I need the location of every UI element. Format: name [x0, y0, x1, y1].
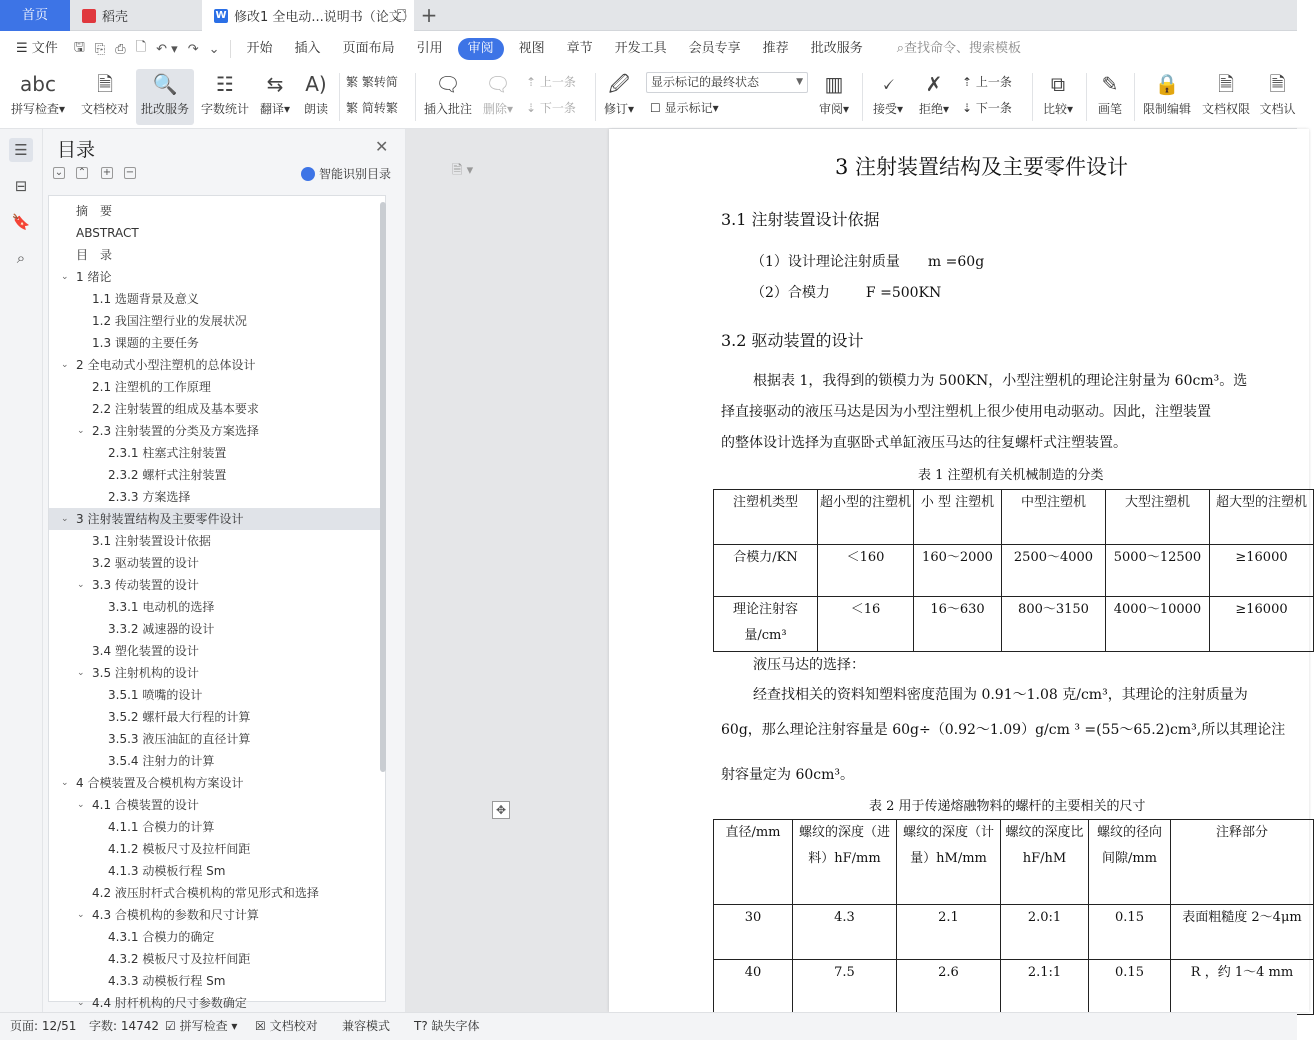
table-cell[interactable]: 4.3 — [793, 905, 897, 960]
next-revision-icon: ⇣ — [962, 101, 976, 115]
translate-icon: ⇆ — [266, 72, 284, 96]
checkbox-icon: ☑ — [165, 1019, 176, 1033]
toc-item[interactable] — [49, 398, 385, 420]
missing-font-button[interactable] — [414, 1013, 480, 1040]
proofread-status-icon: ☒ — [255, 1019, 266, 1033]
delete-comment-button[interactable]: 🗨 删除▾ — [479, 69, 517, 125]
table-cell[interactable]: 超大型的注塑机 — [1210, 490, 1314, 545]
design-item-mass-value: m =60g — [927, 254, 985, 270]
tab-bar — [0, 0, 1297, 31]
remove-level-icon[interactable]: − — [125, 167, 135, 178]
toc-item[interactable] — [49, 728, 385, 750]
toc-item[interactable] — [49, 376, 385, 398]
ribbon-separator — [1086, 73, 1087, 121]
spell-check-button[interactable]: abc 拼写检查▾ — [6, 69, 70, 125]
table-cell[interactable]: 表面粗糙度 2～4μm — [1171, 905, 1314, 960]
table-cell[interactable]: 螺纹的深度比 hF/hM — [1001, 820, 1089, 905]
toc-item[interactable] — [49, 354, 385, 376]
table-cell[interactable]: 4000～10000 — [1106, 597, 1210, 652]
tab-docer-label: 稻壳 — [102, 10, 129, 25]
toc-item-label: 1 绪论 — [76, 270, 112, 284]
toc-item[interactable] — [49, 574, 385, 596]
table-cell[interactable]: 螺纹的深度（计量）hM/mm — [897, 820, 1001, 905]
toc-item-label: 3.5.2 螺杆最大行程的计算 — [108, 710, 251, 724]
doc-permission-button[interactable] — [1200, 69, 1252, 125]
table-cell[interactable]: 2.1 — [897, 905, 1001, 960]
table-cell[interactable]: 小 型 注塑机 — [914, 490, 1002, 545]
toc-item-label: 4.3.3 动模板行程 Sm — [108, 974, 226, 988]
prev-comment-icon: ⇡ — [526, 75, 540, 89]
markup-state-value: 显示标记的最终状态 — [651, 75, 760, 89]
table-cell[interactable]: 大型注塑机 — [1106, 490, 1210, 545]
table-1[interactable] — [713, 489, 1314, 652]
next-revision-label: 下一条 — [975, 101, 1012, 115]
print-icon[interactable]: ⎙ — [115, 41, 126, 57]
toc-item-label: 3.4 塑化装置的设计 — [92, 644, 199, 658]
toc-item-label: ABSTRACT — [76, 226, 139, 240]
design-item-force-value: F =500KN — [865, 285, 942, 301]
toc-item[interactable] — [49, 860, 385, 882]
table-row — [714, 905, 1314, 960]
table-cell[interactable]: 超小型的注塑机 — [818, 490, 914, 545]
spell-check-icon: abc — [20, 72, 56, 96]
table-cell[interactable]: 2.6 — [897, 960, 1001, 1015]
table-cell[interactable]: R ，约 1～4 mm — [1171, 960, 1314, 1015]
menu-page-layout[interactable]: 页面布局 — [342, 41, 395, 56]
table-cell[interactable]: 40 — [714, 960, 793, 1015]
ribbon-separator — [1134, 73, 1135, 121]
export-pdf-icon[interactable]: ⎘ — [94, 41, 106, 57]
table-row — [714, 820, 1314, 905]
insert-comment-label: 插入批注 — [423, 102, 472, 116]
word-count-indicator[interactable]: 字数: 14742 — [89, 1019, 160, 1033]
menu-separator — [230, 40, 231, 58]
toc-item[interactable] — [49, 222, 385, 244]
paragraph-line: 液压马达的选择： — [753, 657, 865, 673]
design-item-force — [751, 282, 941, 302]
chevron-down-icon[interactable]: ⌄ — [61, 272, 69, 282]
toc-item-label: 4 合模装置及合模机构方案设计 — [76, 776, 244, 790]
table-cell[interactable]: 0.15 — [1089, 960, 1171, 1015]
toc-item[interactable] — [49, 508, 385, 530]
spell-check-label: 拼写检查 — [10, 102, 59, 116]
table-cell[interactable]: 30 — [714, 905, 793, 960]
table-cell[interactable]: 螺纹的深度（进料）hF/mm — [793, 820, 897, 905]
chevron-down-icon: ▼ — [796, 77, 803, 87]
nav-sidebar — [0, 129, 43, 1012]
toc-item[interactable] — [49, 530, 385, 552]
toc-item[interactable] — [49, 596, 385, 618]
toc-item-label: 3 注射装置结构及主要零件设计 — [76, 512, 244, 526]
doc-certify-icon: 🗎 — [1269, 72, 1286, 96]
table-cell[interactable]: ≥16000 — [1210, 597, 1314, 652]
menu-references[interactable]: 引用 — [416, 41, 443, 56]
toc-item-label: 4.1.2 模板尺寸及拉杆间距 — [108, 842, 251, 856]
track-changes-label: 修订 — [603, 102, 628, 116]
expand-all-icon[interactable]: ⌃ — [77, 167, 87, 178]
smart-toc-icon — [301, 167, 315, 181]
review-pane-icon: ▥ — [824, 72, 844, 96]
toc-item[interactable] — [49, 794, 385, 816]
table-row — [714, 545, 1314, 597]
tab-docer[interactable] — [70, 0, 202, 31]
toc-item[interactable] — [49, 244, 385, 266]
table-cell[interactable]: 2.0:1 — [1001, 905, 1089, 960]
track-changes-icon: 🖉 — [608, 72, 630, 96]
menu-review[interactable]: 审阅 — [458, 38, 504, 60]
toc-item[interactable] — [49, 706, 385, 728]
toc-item-label: 1.3 课题的主要任务 — [92, 336, 199, 350]
table-cell[interactable]: 5000～12500 — [1106, 545, 1210, 597]
simp-to-trad-icon: 繁 — [346, 101, 362, 115]
restrict-editing-button[interactable] — [1140, 69, 1194, 125]
toc-item-label: 3.5.1 喷嘴的设计 — [108, 688, 203, 702]
toc-panel — [43, 129, 406, 1012]
trad-to-simp-label: 繁转简 — [361, 75, 398, 89]
smart-toc-button[interactable] — [301, 165, 391, 182]
table-cell[interactable]: 螺纹的径向间隙/mm — [1089, 820, 1171, 905]
toc-item-label: 2 全电动式小型注塑机的总体设计 — [76, 358, 256, 372]
doc-proofread-button[interactable] — [76, 69, 134, 125]
review-pane-label: 审阅 — [818, 102, 843, 116]
toc-title: 目录 — [57, 139, 96, 161]
toc-item-label: 2.3.2 螺杆式注射装置 — [108, 468, 227, 482]
table-cell[interactable]: 16～630 — [914, 597, 1002, 652]
insert-comment-button[interactable] — [421, 69, 475, 125]
proofread-status-label: 文档校对 — [269, 1019, 318, 1033]
show-markup-label: 显示标记 — [664, 101, 713, 115]
toc-item-label: 3.5.4 注射力的计算 — [108, 754, 215, 768]
reject-label: 拒绝 — [918, 102, 943, 116]
file-menu[interactable]: ☰ 文件 — [16, 41, 58, 56]
spell-check-status[interactable]: ☑ 拼写检查 ▾ — [165, 1019, 238, 1033]
doc-proofread-label: 文档校对 — [80, 102, 129, 116]
chevron-down-icon[interactable]: ⌄ — [77, 580, 85, 590]
toc-item-label: 3.5 注射机构的设计 — [92, 666, 199, 680]
paragraph-line: 经查找相关的资料知塑料密度范围为 0.91～1.08 克/cm³，其理论的注射质量为 — [753, 687, 1248, 703]
show-markup-icon: ☐ — [650, 101, 665, 115]
correction-service-label: 批改服务 — [140, 102, 189, 116]
section-heading-3-1: 3.1 注射装置设计依据 — [721, 210, 880, 229]
trad-to-simp-icon: 繁 — [346, 75, 362, 89]
compare-label: 比较 — [1042, 102, 1067, 116]
close-icon[interactable]: ✕ — [375, 137, 389, 156]
lock-icon: 🔒 — [1154, 72, 1180, 96]
toc-item[interactable] — [49, 332, 385, 354]
toc-item[interactable] — [49, 442, 385, 464]
accept-label: 接受 — [872, 102, 897, 116]
toc-item[interactable] — [49, 288, 385, 310]
toc-list — [48, 195, 386, 1010]
toc-item[interactable] — [49, 904, 385, 926]
pen-icon: ✎ — [1101, 72, 1119, 96]
command-search[interactable] — [886, 31, 1032, 67]
table-cell[interactable]: 800～3150 — [1002, 597, 1106, 652]
reject-button[interactable]: ✗ 拒绝▾ — [914, 69, 954, 125]
search-icon[interactable]: ⌕ — [16, 249, 26, 267]
compat-mode-indicator: 兼容模式 — [342, 1019, 391, 1033]
compare-button[interactable]: ⧉ 比较▾ — [1038, 69, 1078, 125]
paragraph-line: 射容量定为 60cm³。 — [721, 767, 854, 783]
chapter-heading: 3 注射装置结构及主要零件设计 — [835, 155, 1129, 179]
menu-developer[interactable]: 开发工具 — [614, 41, 667, 56]
menu-correction-service[interactable]: 批改服务 — [810, 41, 863, 56]
menu-member[interactable]: 会员专享 — [688, 41, 741, 56]
toc-panel-icon[interactable]: ☰ — [9, 138, 33, 162]
doc-certify-label: 文档认 — [1259, 102, 1296, 116]
show-markup-button[interactable]: ☐ 显示标记▾ — [650, 101, 719, 115]
toc-item-label: 4.1.1 合模力的计算 — [108, 820, 215, 834]
toc-item-label: 1.2 我国注塑行业的发展状况 — [92, 314, 247, 328]
accept-button[interactable]: 🗸 接受▾ — [868, 69, 908, 125]
pen-label: 画笔 — [1097, 102, 1122, 116]
toc-item-label: 4.2 液压肘杆式合模机构的常见形式和选择 — [92, 886, 319, 900]
translate-label: 翻译 — [259, 102, 284, 116]
trad-to-simp-button[interactable] — [346, 72, 398, 92]
proofread-status[interactable] — [255, 1013, 318, 1040]
paragraph-line: 60g，那么理论注射容量是 60g÷（0.92～1.09）g/cm ³ =(55～65.2)cm³,所以其理论注 — [721, 722, 1286, 738]
tab-close-icon[interactable] — [397, 9, 406, 20]
table-cell[interactable]: ＜16 — [818, 597, 914, 652]
table-cell[interactable]: 注塑机类型 — [714, 490, 818, 545]
chevron-down-icon[interactable]: ⌄ — [77, 800, 85, 810]
ribbon-separator — [1032, 73, 1033, 121]
missing-font-label: 缺失字体 — [431, 1019, 480, 1033]
document-canvas — [406, 129, 1307, 1012]
undo-icon[interactable]: ↶ ▾ — [156, 41, 178, 57]
reject-icon: ✗ — [925, 72, 943, 96]
toc-item-label: 2.3 注射装置的分类及方案选择 — [92, 424, 259, 438]
toc-item-label: 4.4 肘杆机构的尺寸参数确定 — [92, 996, 247, 1010]
status-bar — [0, 1012, 1297, 1040]
next-comment-button[interactable] — [526, 98, 576, 118]
toc-item-label: 3.3 传动装置的设计 — [92, 578, 199, 592]
compare-icon: ⧉ — [1050, 72, 1066, 96]
simp-to-trad-label: 简转繁 — [361, 101, 398, 115]
design-item-mass — [751, 251, 984, 271]
search-icon: ⌕ — [896, 41, 904, 56]
insert-comment-icon: 🗨 — [435, 72, 461, 96]
toc-item-label: 4.1 合模装置的设计 — [92, 798, 199, 812]
doc-permission-icon: 🗎 — [1217, 72, 1235, 96]
prev-revision-icon: ⇡ — [962, 75, 976, 89]
table-cell[interactable]: 2500～4000 — [1002, 545, 1106, 597]
toc-item-label: 3.3.1 电动机的选择 — [108, 600, 215, 614]
toc-item-label: 2.2 注射装置的组成及基本要求 — [92, 402, 259, 416]
table-cell[interactable]: 2.1:1 — [1001, 960, 1089, 1015]
toc-item[interactable] — [49, 618, 385, 640]
toc-item[interactable] — [49, 684, 385, 706]
ribbon-separator — [862, 73, 863, 121]
toc-item-label: 2.3.3 方案选择 — [108, 490, 191, 504]
table-cell[interactable]: 注释部分 — [1171, 820, 1314, 905]
review-ribbon — [0, 67, 1297, 129]
doc-certify-button[interactable] — [1258, 69, 1297, 125]
collapse-all-icon[interactable]: ⌄ — [54, 167, 64, 178]
chevron-down-icon[interactable]: ⌄ — [61, 514, 69, 524]
toc-item[interactable] — [49, 992, 385, 1014]
table-2[interactable] — [713, 819, 1314, 1015]
accept-icon: 🗸 — [881, 72, 895, 96]
quick-access-more-icon[interactable]: ⌄ — [208, 41, 220, 57]
toc-item[interactable] — [49, 420, 385, 442]
toc-item[interactable] — [49, 662, 385, 684]
toc-item-label: 3.2 驱动装置的设计 — [92, 556, 199, 570]
translate-button[interactable]: ⇆ 翻译▾ — [256, 69, 294, 125]
read-aloud-button[interactable] — [298, 69, 334, 125]
prev-revision-button[interactable] — [962, 72, 1012, 92]
pen-button[interactable] — [1092, 69, 1128, 125]
toc-item[interactable] — [49, 266, 385, 288]
toc-item-label: 目 录 — [76, 248, 113, 262]
page-indicator[interactable]: 页面: 12/51 — [10, 1019, 77, 1033]
spell-check-status-label: 拼写检查 — [179, 1019, 228, 1033]
toc-item[interactable] — [49, 640, 385, 662]
toc-item[interactable] — [49, 200, 385, 222]
table-cell[interactable]: 0.15 — [1089, 905, 1171, 960]
prev-comment-label: 上一条 — [539, 75, 576, 89]
table-cell[interactable]: 直径/mm — [714, 820, 793, 905]
toc-item[interactable] — [49, 310, 385, 332]
prev-revision-label: 上一条 — [975, 75, 1012, 89]
paragraph-line: 择直接驱动的液压马达是因为小型注塑机上很少使用电动驱动。因此，注塑装置 — [721, 404, 1211, 420]
page-options-icon[interactable]: 🗎 ▾ — [452, 163, 474, 178]
smart-toc-label: 智能识别目录 — [319, 167, 392, 181]
toc-item-label: 2.3.1 柱塞式注射装置 — [108, 446, 227, 460]
menu-recommend[interactable]: 推荐 — [762, 41, 789, 56]
ribbon-separator — [415, 73, 416, 121]
file-menu-label: 文件 — [31, 41, 58, 56]
ribbon-separator — [595, 73, 596, 121]
next-revision-button[interactable] — [962, 98, 1012, 118]
table-row — [714, 960, 1314, 1015]
word-count-icon: ☷ — [216, 72, 234, 96]
toc-item-label: 4.3.2 模板尺寸及拉杆间距 — [108, 952, 251, 966]
paragraph-line: 的整体设计选择为直驱卧式单缸液压马达的往复螺杆式注塑装置。 — [721, 435, 1127, 451]
add-level-icon[interactable]: + — [102, 167, 112, 178]
table-1-caption: 表 1 注塑机有关机械制造的分类 — [918, 468, 1104, 483]
delete-comment-icon: 🗨 — [485, 72, 511, 96]
menu-bar — [0, 31, 1297, 67]
correction-service-icon: 🔍 — [152, 72, 178, 96]
table-row — [714, 597, 1314, 652]
toc-item[interactable] — [49, 970, 385, 992]
restrict-editing-label: 限制编辑 — [1142, 102, 1191, 116]
toc-item-label: 4.3.1 合模力的确定 — [108, 930, 215, 944]
toc-item[interactable] — [49, 464, 385, 486]
next-comment-icon: ⇣ — [526, 101, 540, 115]
design-item-mass-label: （1）设计理论注射质量 — [751, 254, 900, 270]
toc-item-label: 3.5.3 液压油缸的直径计算 — [108, 732, 251, 746]
docer-icon — [82, 9, 96, 23]
paragraph-line: 根据表 1，我得到的锁模力为 500KN，小型注塑机的理论注射量为 60cm³。选 — [753, 373, 1248, 389]
writer-doc-icon: W — [215, 9, 227, 21]
table-cell[interactable]: ＜160 — [818, 545, 914, 597]
toc-item-label: 2.1 注塑机的工作原理 — [92, 380, 211, 394]
correction-service-button[interactable] — [136, 69, 194, 125]
chevron-down-icon[interactable]: ⌄ — [77, 998, 85, 1008]
menu-section[interactable]: 章节 — [566, 41, 593, 56]
toc-item[interactable] — [49, 750, 385, 772]
toc-item-label: 3.3.2 减速器的设计 — [108, 622, 215, 636]
font-icon: T? — [414, 1019, 428, 1033]
toc-item[interactable] — [49, 486, 385, 508]
toc-item-label: 1.1 选题背景及意义 — [92, 292, 199, 306]
simp-to-trad-button[interactable] — [346, 98, 398, 118]
chevron-down-icon[interactable]: ⌄ — [61, 360, 69, 370]
tab-home[interactable]: 首页 — [0, 0, 70, 31]
table-cell[interactable]: 160～2000 — [914, 545, 1002, 597]
bookmark-icon[interactable]: 🔖 — [11, 213, 31, 231]
table-cell[interactable]: 理论注射容量/cm³ — [714, 597, 818, 652]
preview-icon[interactable]: 🗋 — [135, 40, 147, 55]
delete-comment-label: 删除 — [482, 102, 507, 116]
toc-item[interactable] — [49, 948, 385, 970]
next-comment-label: 下一条 — [539, 101, 576, 115]
new-tab-button[interactable]: + — [420, 3, 438, 27]
read-aloud-label: 朗读 — [303, 102, 328, 116]
toc-item-label: 3.1 注射装置设计依据 — [92, 534, 211, 548]
menu-home[interactable]: 开始 — [246, 41, 273, 56]
tab-document[interactable] — [202, 0, 414, 31]
doc-permission-label: 文档权限 — [1201, 102, 1250, 116]
toc-item[interactable] — [49, 882, 385, 904]
toc-item-label: 摘 要 — [76, 204, 113, 218]
markup-state-select[interactable] — [646, 72, 808, 93]
menu-insert[interactable]: 插入 — [294, 41, 321, 56]
word-count-button[interactable] — [197, 69, 253, 125]
section-heading-3-2: 3.2 驱动装置的设计 — [721, 331, 864, 350]
ribbon-separator — [339, 73, 340, 121]
toc-item[interactable] — [49, 772, 385, 794]
toc-item[interactable] — [49, 552, 385, 574]
save-icon[interactable]: 🖫 — [73, 40, 85, 55]
chevron-down-icon[interactable]: ⌄ — [61, 778, 69, 788]
table-cell[interactable]: 合模力/KN — [714, 545, 818, 597]
chevron-down-icon[interactable]: ⌄ — [77, 910, 85, 920]
tab-document-label: 修改1 全电动...说明书（论文） — [234, 10, 415, 25]
document-page[interactable] — [452, 129, 1309, 1012]
chevron-down-icon[interactable]: ⌄ — [77, 426, 85, 436]
table-2-caption: 表 2 用于传递熔融物料的螺杆的主要相关的尺寸 — [869, 799, 1146, 814]
command-search-label: 查找命令、搜索模板 — [903, 41, 1021, 56]
prev-comment-button[interactable] — [526, 72, 576, 92]
menu-view[interactable]: 视图 — [518, 41, 545, 56]
track-changes-button[interactable]: 🖉 修订▾ — [600, 69, 638, 125]
read-aloud-icon: A) — [305, 72, 327, 96]
toc-scrollbar[interactable] — [380, 202, 386, 772]
table-cell[interactable]: ≥16000 — [1210, 545, 1314, 597]
table-move-handle-icon[interactable]: ✥ — [492, 801, 510, 819]
chapter-nav-icon[interactable]: ⊟ — [14, 177, 28, 195]
toc-item-label: 4.1.3 动模板行程 Sm — [108, 864, 226, 878]
toc-item[interactable] — [49, 838, 385, 860]
table-cell[interactable]: 7.5 — [793, 960, 897, 1015]
toc-item[interactable] — [49, 816, 385, 838]
review-pane-button[interactable]: ▥ 审阅▾ — [814, 69, 854, 125]
table-cell[interactable]: 中型注塑机 — [1002, 490, 1106, 545]
toc-item-label: 4.3 合模机构的参数和尺寸计算 — [92, 908, 259, 922]
redo-icon[interactable]: ↷ — [187, 41, 199, 57]
design-item-force-label: （2）合模力 — [751, 285, 830, 301]
proofread-icon: 🗎 — [96, 72, 114, 96]
toc-item[interactable] — [49, 926, 385, 948]
table-row — [714, 490, 1314, 545]
word-count-label: 字数统计 — [200, 102, 249, 116]
chevron-down-icon[interactable]: ⌄ — [77, 668, 85, 678]
